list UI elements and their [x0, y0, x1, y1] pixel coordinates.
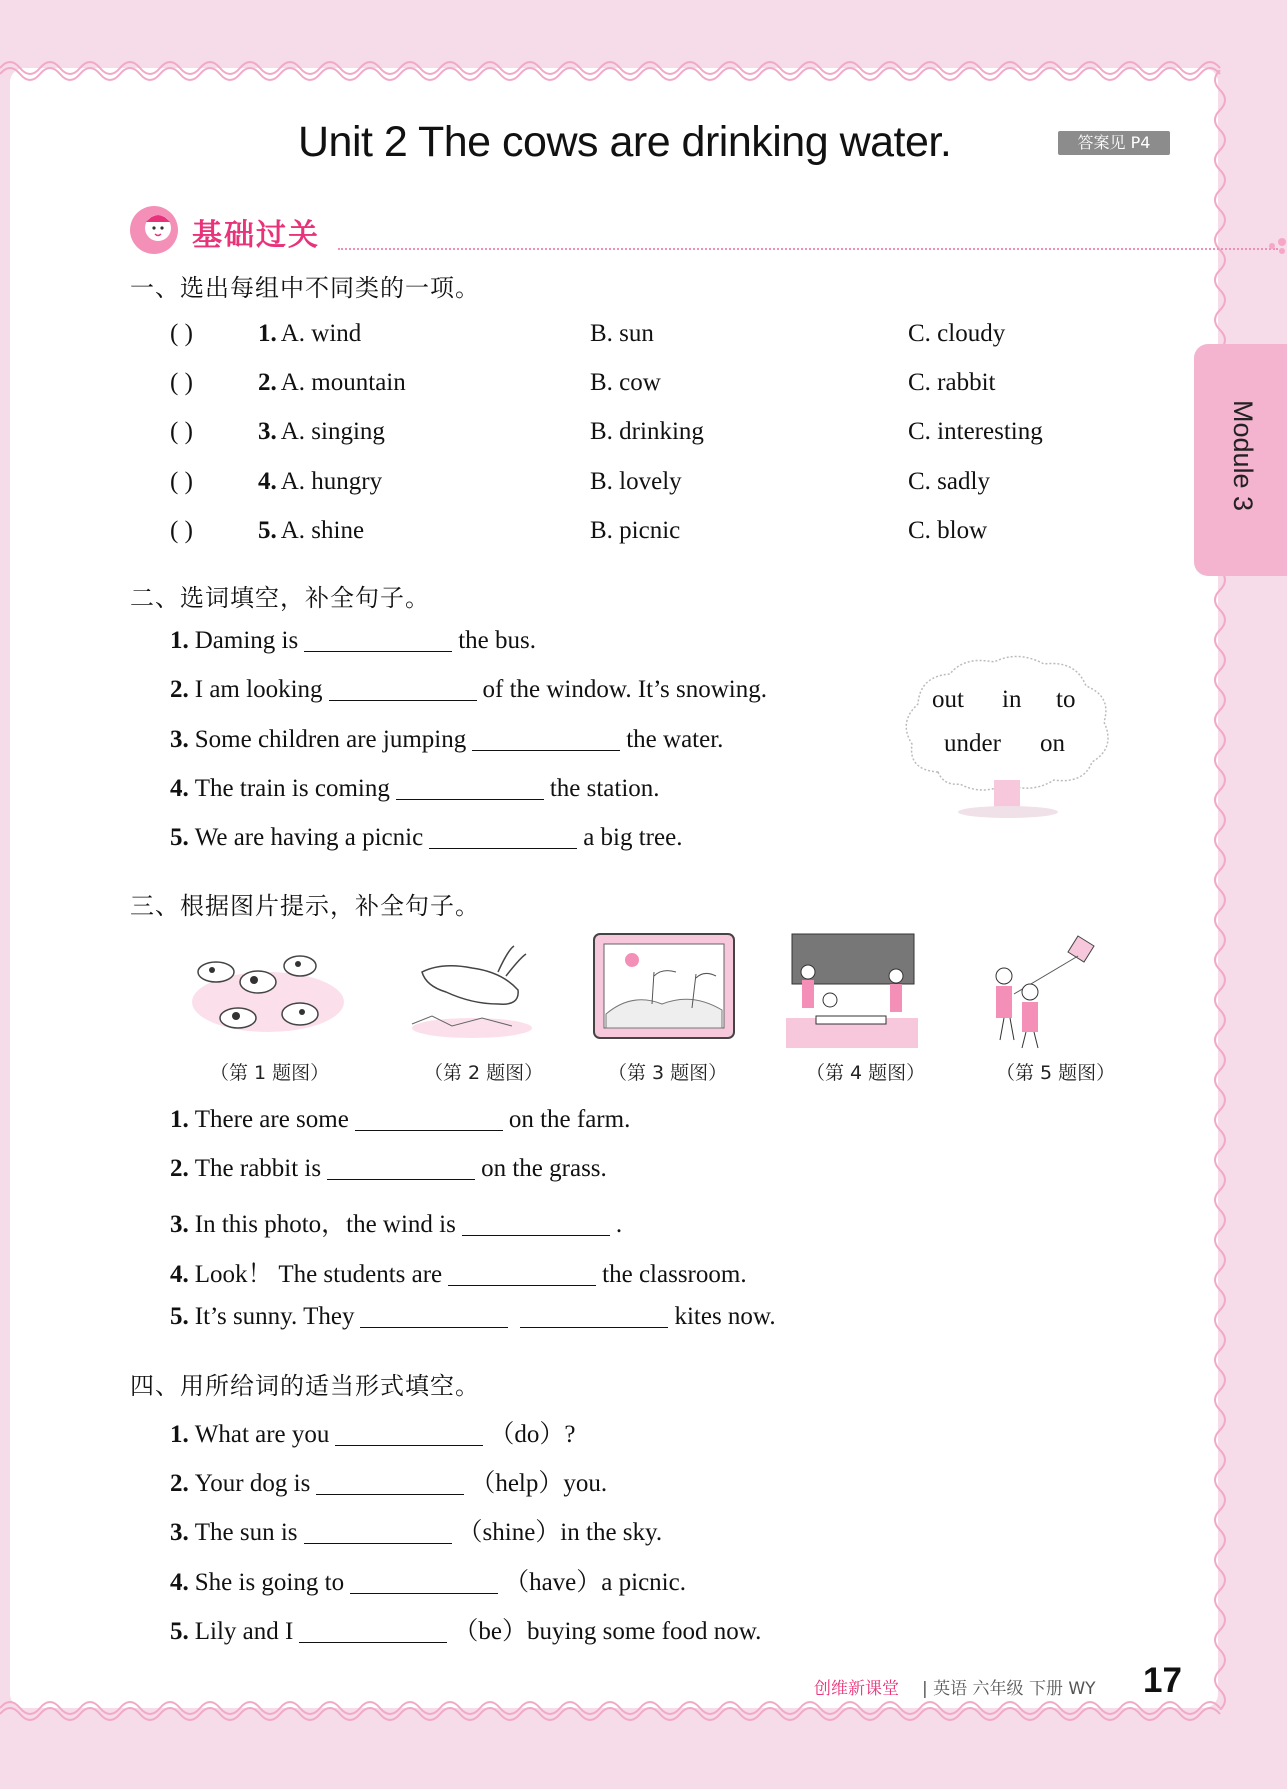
answer-blank[interactable]: [329, 676, 477, 701]
question-number: 1.: [258, 320, 277, 347]
question-number: 1.: [170, 1106, 189, 1133]
sentence-end: of the window. It’s snowing.: [482, 676, 767, 703]
sentence-end: .: [615, 1211, 623, 1238]
question-number: 2.: [170, 1470, 189, 1497]
teacher-avatar-icon: [128, 204, 182, 256]
question-number: 4.: [170, 1569, 189, 1596]
answer-paren[interactable]: ( ): [170, 517, 193, 544]
question-number: 3.: [258, 418, 277, 445]
sentence-start: The train is coming: [194, 775, 390, 802]
banner-dotted-line: [338, 248, 1278, 250]
sentence-start: In this photo，the wind is: [194, 1211, 456, 1238]
picture-caption: （第 1 题图）: [210, 1062, 330, 1084]
question-number: 2.: [258, 369, 277, 396]
classroom-picture: [786, 932, 918, 1052]
answer-blank[interactable]: [327, 1155, 475, 1180]
question-number: 1.: [170, 1421, 189, 1448]
choice-question-row: [170, 468, 1170, 500]
option-a: A. hungry: [280, 468, 383, 495]
windy-photo-picture: [592, 932, 736, 1040]
sentence-start: Some children are jumping: [194, 726, 467, 753]
page-title: Unit 2 The cows are drinking water.: [298, 118, 952, 166]
sentence-end: （be）buying some food now.: [453, 1618, 762, 1645]
cows-picture: [188, 932, 348, 1048]
answer-reference-tag: 答案见 P4: [1058, 131, 1170, 155]
sentence-start: The rabbit is: [194, 1155, 322, 1182]
section-banner: [128, 204, 1168, 252]
fill-blank-row: [170, 1155, 607, 1183]
section-2-heading: 二、选词填空，补全句子。: [130, 584, 430, 612]
sentence-end: the water.: [626, 726, 724, 753]
option-b: B. lovely: [590, 468, 682, 495]
section-4-heading: 四、用所给词的适当形式填空。: [130, 1372, 480, 1400]
fill-blank-row: [170, 1512, 662, 1548]
fill-blank-row: [170, 627, 536, 655]
fill-blank-row: [170, 1463, 607, 1499]
answer-blank[interactable]: [355, 1106, 503, 1131]
question-number: 5.: [170, 824, 189, 851]
kite-flying-picture: [974, 932, 1104, 1050]
section-3-heading: 三、根据图片提示，补全句子。: [130, 892, 480, 920]
footer-book-info: | 英语 六年级 下册 WY: [922, 1679, 1096, 1699]
picture-caption: （第 5 题图）: [996, 1062, 1116, 1084]
sentence-start: I am looking: [194, 676, 323, 703]
sentence-end: （have）a picnic.: [504, 1569, 686, 1596]
answer-blank[interactable]: [335, 1421, 483, 1446]
sentence-end: kites now.: [674, 1303, 776, 1330]
question-number: 5.: [170, 1303, 189, 1330]
option-c: C. sadly: [908, 468, 990, 495]
sentence-start: Look！ The students are: [194, 1261, 443, 1288]
sentence-end: （help）you.: [470, 1470, 608, 1497]
banner-label: 基础过关: [192, 218, 320, 253]
sentence-end: （do）?: [489, 1421, 576, 1448]
question-number: 3.: [170, 1211, 189, 1238]
sentence-start: Daming is: [194, 627, 299, 654]
question-number: 1.: [170, 627, 189, 654]
picture-caption: （第 4 题图）: [806, 1062, 926, 1084]
sentence-start: Lily and I: [194, 1618, 294, 1645]
question-number: 4.: [170, 775, 189, 802]
fill-blank-row: [170, 1562, 686, 1598]
fill-blank-row: [170, 1106, 630, 1134]
fill-blank-row: [170, 824, 682, 852]
word-bank-out: out: [932, 686, 964, 713]
option-a: A. wind: [280, 320, 362, 347]
sentence-end: the bus.: [458, 627, 536, 654]
word-bank: [898, 652, 1116, 792]
sentence-end: the classroom.: [602, 1261, 747, 1288]
sentence-start: Your dog is: [194, 1470, 311, 1497]
question-number: 4.: [258, 468, 277, 495]
rabbit-picture: [402, 932, 542, 1048]
answer-blank[interactable]: [520, 1303, 668, 1328]
answer-paren[interactable]: ( ): [170, 418, 193, 445]
sentence-start: The sun is: [194, 1519, 298, 1546]
choice-question-row: [170, 517, 1170, 549]
answer-paren[interactable]: ( ): [170, 320, 193, 347]
answer-blank[interactable]: [396, 775, 544, 800]
module-label: Module 3: [1228, 400, 1258, 512]
banner-dots-ornament: [1268, 238, 1287, 254]
question-number: 4.: [170, 1261, 189, 1288]
answer-blank[interactable]: [448, 1261, 596, 1286]
question-number: 2.: [170, 676, 189, 703]
fill-blank-row: [170, 1414, 576, 1450]
footer-brand: 创维新课堂: [814, 1679, 899, 1699]
sentence-end: the station.: [549, 775, 660, 802]
option-a: A. shine: [280, 517, 365, 544]
question-number: 5.: [170, 1618, 189, 1645]
option-b: B. drinking: [590, 418, 704, 445]
sentence-start: What are you: [194, 1421, 330, 1448]
sentence-start: We are having a picnic: [194, 824, 424, 851]
fill-blank-row: [170, 1254, 747, 1290]
question-number: 3.: [170, 1519, 189, 1546]
word-bank-in: in: [1002, 686, 1022, 713]
sentence-end: （shine）in the sky.: [457, 1519, 663, 1546]
choice-question-row: [170, 369, 1170, 401]
fill-blank-row: [170, 676, 767, 704]
option-b: B. cow: [590, 369, 661, 396]
sentence-start: She is going to: [194, 1569, 345, 1596]
option-b: B. sun: [590, 320, 654, 347]
answer-blank[interactable]: [350, 1569, 498, 1594]
picture-caption: （第 3 题图）: [608, 1062, 728, 1084]
question-number: 3.: [170, 726, 189, 753]
answer-blank[interactable]: [462, 1211, 610, 1236]
option-a: A. mountain: [280, 369, 406, 396]
sentence-end: a big tree.: [583, 824, 683, 851]
sentence-start: It’s sunny. They: [194, 1303, 355, 1330]
sentence-end: on the farm.: [508, 1106, 631, 1133]
question-number: 2.: [170, 1155, 189, 1182]
answer-paren[interactable]: ( ): [170, 468, 193, 495]
option-b: B. picnic: [590, 517, 681, 544]
section-1-heading: 一、选出每组中不同类的一项。: [130, 274, 480, 302]
fill-blank-row: [170, 1611, 761, 1647]
answer-blank[interactable]: [360, 1303, 508, 1328]
picture-row: [180, 932, 1130, 1062]
option-c: C. cloudy: [908, 320, 1006, 347]
word-bank-to: to: [1056, 686, 1076, 713]
word-bank-under: under: [944, 730, 1001, 757]
option-c: C. rabbit: [908, 369, 996, 396]
option-a: A. singing: [280, 418, 385, 445]
choice-question-row: [170, 418, 1170, 450]
answer-blank[interactable]: [304, 1519, 452, 1544]
choice-question-row: [170, 320, 1170, 352]
answer-paren[interactable]: ( ): [170, 369, 193, 396]
fill-blank-row: [170, 726, 723, 754]
fill-blank-row: [170, 1303, 776, 1331]
answer-blank[interactable]: [472, 726, 620, 751]
answer-blank[interactable]: [429, 824, 577, 849]
question-number: 5.: [258, 517, 277, 544]
option-c: C. blow: [908, 517, 988, 544]
answer-blank[interactable]: [299, 1618, 447, 1643]
answer-blank[interactable]: [304, 627, 452, 652]
answer-blank[interactable]: [316, 1470, 464, 1495]
page-number: 17: [1143, 1661, 1182, 1700]
sentence-start: There are some: [194, 1106, 349, 1133]
module-side-tab: [1194, 344, 1287, 576]
fill-blank-row: [170, 1204, 622, 1240]
fill-blank-row: [170, 775, 660, 803]
picture-caption: （第 2 题图）: [424, 1062, 544, 1084]
option-c: C. interesting: [908, 418, 1043, 445]
sentence-end: on the grass.: [481, 1155, 607, 1182]
word-bank-on: on: [1040, 730, 1065, 757]
